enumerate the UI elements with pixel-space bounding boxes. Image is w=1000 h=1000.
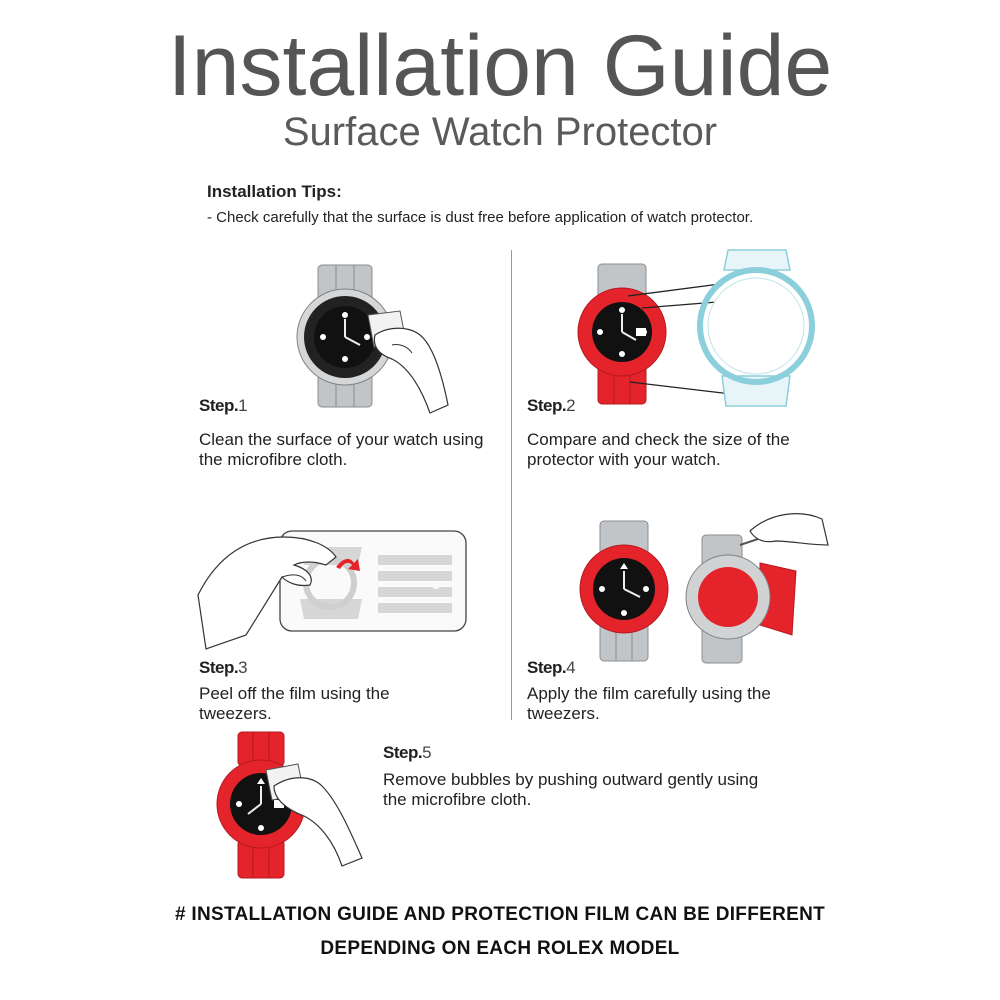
step-5-text: Remove bubbles by pushing outward gently using the microfibre cloth.: [383, 770, 759, 809]
step-1-number: 1: [238, 396, 248, 415]
step-4-illustration: [570, 505, 830, 670]
step-2-text: Compare and check the size of the protector with your watch.: [527, 430, 790, 469]
step-2-number: 2: [566, 396, 576, 415]
tips-text: - Check carefully that the surface is dust free before application of watch protector.: [207, 209, 754, 226]
step-3-text: Peel off the film using the tweezers.: [199, 684, 390, 723]
step-2-label: Step.2: [527, 396, 576, 415]
step-3-number: 3: [238, 658, 248, 677]
step-5-number: 5: [422, 743, 432, 762]
page-subtitle: Surface Watch Protector: [282, 110, 718, 154]
step-2-illustration: [570, 248, 830, 413]
step-1-label: Step.1: [199, 396, 248, 415]
step-3-label: Step.3: [199, 658, 248, 677]
page-title: Installation Guide: [167, 18, 833, 114]
step-4-label: Step.4: [527, 658, 576, 677]
step-5-label: Step.5: [383, 743, 432, 762]
step-4-number: 4: [566, 658, 576, 677]
column-divider: [511, 250, 512, 720]
footer-note-line-2: DEPENDING ON EACH ROLEX MODEL: [320, 938, 680, 959]
footer-note-line-1: # INSTALLATION GUIDE AND PROTECTION FILM CAN BE DIFFERENT: [174, 904, 826, 925]
step-3-illustration: [198, 515, 473, 655]
step-1-text: Clean the surface of your watch using the microfibre cloth.: [199, 430, 484, 469]
step-4-text: Apply the film carefully using the tweezers.: [527, 684, 771, 723]
step-1-illustration: [280, 255, 480, 420]
tips-heading: Installation Tips:: [207, 182, 342, 201]
step-5-illustration: [208, 730, 378, 880]
